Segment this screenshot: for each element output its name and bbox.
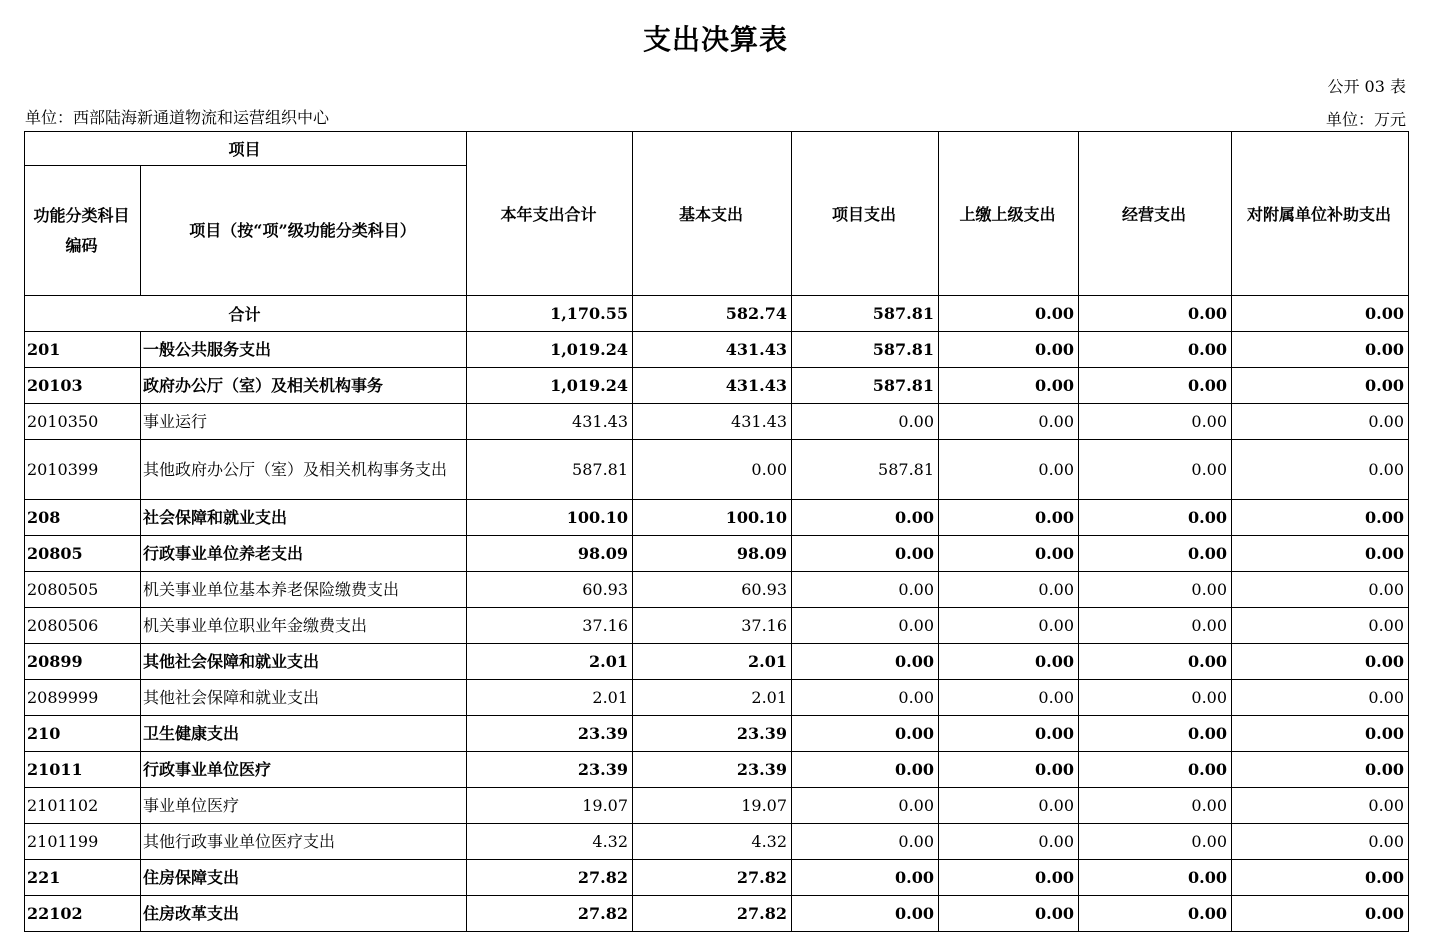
row-name: 事业单位医疗	[141, 788, 467, 824]
row-value: 0.00	[1079, 500, 1232, 536]
row-name: 其他行政事业单位医疗支出	[141, 824, 467, 860]
row-value: 0.00	[1232, 608, 1409, 644]
header-subsidy: 对附属单位补助支出	[1232, 132, 1409, 296]
row-name: 机关事业单位基本养老保险缴费支出	[141, 572, 467, 608]
row-value: 98.09	[633, 536, 792, 572]
row-value: 587.81	[792, 440, 939, 500]
row-value: 0.00	[792, 860, 939, 896]
row-value: 100.10	[633, 500, 792, 536]
row-value: 0.00	[792, 404, 939, 440]
row-name: 住房改革支出	[141, 896, 467, 932]
total-value: 0.00	[1232, 296, 1409, 332]
row-code: 2010350	[25, 404, 141, 440]
row-value: 0.00	[939, 896, 1079, 932]
row-value: 0.00	[1079, 536, 1232, 572]
row-value: 0.00	[939, 680, 1079, 716]
row-code: 20805	[25, 536, 141, 572]
row-value: 0.00	[1079, 644, 1232, 680]
row-value: 37.16	[633, 608, 792, 644]
row-code: 20899	[25, 644, 141, 680]
row-value: 0.00	[1232, 788, 1409, 824]
total-value: 0.00	[1079, 296, 1232, 332]
row-name: 行政事业单位医疗	[141, 752, 467, 788]
row-value: 431.43	[633, 368, 792, 404]
row-value: 19.07	[467, 788, 633, 824]
row-value: 0.00	[939, 332, 1079, 368]
row-value: 60.93	[633, 572, 792, 608]
row-value: 0.00	[1079, 788, 1232, 824]
row-value: 0.00	[1232, 368, 1409, 404]
row-value: 587.81	[467, 440, 633, 500]
row-code: 201	[25, 332, 141, 368]
table-row	[25, 500, 1409, 536]
table-row	[25, 440, 1409, 500]
row-value: 0.00	[939, 716, 1079, 752]
table-row	[25, 896, 1409, 932]
reporting-unit-label: 单位：西部陆海新通道物流和运营组织中心	[25, 108, 330, 127]
row-value: 0.00	[939, 608, 1079, 644]
row-value: 27.82	[633, 896, 792, 932]
row-value: 60.93	[467, 572, 633, 608]
total-row	[25, 296, 1409, 332]
row-value: 98.09	[467, 536, 633, 572]
row-value: 2.01	[633, 680, 792, 716]
row-value: 0.00	[939, 404, 1079, 440]
table-row	[25, 824, 1409, 860]
row-value: 0.00	[939, 644, 1079, 680]
row-value: 431.43	[633, 404, 792, 440]
row-value: 0.00	[1232, 572, 1409, 608]
row-value: 431.43	[467, 404, 633, 440]
row-code: 22102	[25, 896, 141, 932]
row-value: 0.00	[1079, 716, 1232, 752]
row-value: 100.10	[467, 500, 633, 536]
row-code: 2010399	[25, 440, 141, 500]
row-value: 2.01	[633, 644, 792, 680]
row-value: 0.00	[939, 440, 1079, 500]
table-row	[25, 536, 1409, 572]
row-value: 0.00	[1232, 500, 1409, 536]
table-row	[25, 716, 1409, 752]
row-code: 221	[25, 860, 141, 896]
row-value: 0.00	[1232, 860, 1409, 896]
row-value: 0.00	[792, 788, 939, 824]
row-value: 0.00	[792, 752, 939, 788]
table-row	[25, 788, 1409, 824]
row-value: 27.82	[467, 896, 633, 932]
row-value: 0.00	[939, 368, 1079, 404]
table-body	[25, 296, 1409, 932]
header-project: 项目	[25, 132, 467, 166]
row-name: 卫生健康支出	[141, 716, 467, 752]
row-value: 587.81	[792, 368, 939, 404]
row-value: 431.43	[633, 332, 792, 368]
row-value: 0.00	[1079, 896, 1232, 932]
table-row	[25, 404, 1409, 440]
table-row	[25, 368, 1409, 404]
row-value: 0.00	[1079, 332, 1232, 368]
row-value: 0.00	[1232, 404, 1409, 440]
row-value: 0.00	[1079, 752, 1232, 788]
row-value: 0.00	[1079, 440, 1232, 500]
row-value: 0.00	[792, 572, 939, 608]
row-value: 0.00	[792, 536, 939, 572]
row-value: 4.32	[467, 824, 633, 860]
row-code: 2080506	[25, 608, 141, 644]
row-name: 一般公共服务支出	[141, 332, 467, 368]
row-code: 208	[25, 500, 141, 536]
header-name: 项目（按“项”级功能分类科目）	[141, 166, 467, 296]
row-value: 0.00	[939, 536, 1079, 572]
table-row	[25, 860, 1409, 896]
total-value: 0.00	[939, 296, 1079, 332]
header-upper: 上缴上级支出	[939, 132, 1079, 296]
row-value: 1,019.24	[467, 368, 633, 404]
row-value: 0.00	[1232, 896, 1409, 932]
row-value: 0.00	[792, 716, 939, 752]
row-value: 0.00	[1232, 716, 1409, 752]
row-value: 587.81	[792, 332, 939, 368]
row-value: 0.00	[939, 860, 1079, 896]
total-label: 合计	[25, 296, 467, 332]
header-basic: 基本支出	[633, 132, 792, 296]
row-value: 0.00	[792, 608, 939, 644]
row-value: 0.00	[939, 500, 1079, 536]
row-value: 0.00	[1232, 332, 1409, 368]
row-value: 0.00	[939, 572, 1079, 608]
row-value: 0.00	[1079, 860, 1232, 896]
row-name: 其他社会保障和就业支出	[141, 644, 467, 680]
row-value: 0.00	[1232, 536, 1409, 572]
header-item: 项目支出	[792, 132, 939, 296]
row-value: 2.01	[467, 644, 633, 680]
row-value: 27.82	[467, 860, 633, 896]
row-value: 0.00	[792, 680, 939, 716]
row-name: 机关事业单位职业年金缴费支出	[141, 608, 467, 644]
row-value: 0.00	[939, 824, 1079, 860]
row-value: 0.00	[1232, 752, 1409, 788]
header-business: 经营支出	[1079, 132, 1232, 296]
expenditure-table	[24, 131, 1409, 932]
row-name: 其他社会保障和就业支出	[141, 680, 467, 716]
table-row	[25, 680, 1409, 716]
row-code: 2089999	[25, 680, 141, 716]
row-value: 0.00	[1232, 680, 1409, 716]
row-code: 2101102	[25, 788, 141, 824]
total-value: 587.81	[792, 296, 939, 332]
row-value: 23.39	[467, 752, 633, 788]
row-value: 23.39	[467, 716, 633, 752]
row-code: 21011	[25, 752, 141, 788]
row-code: 20103	[25, 368, 141, 404]
table-row	[25, 608, 1409, 644]
page-title: 支出决算表	[642, 23, 788, 56]
header-code: 功能分类科目编码	[25, 166, 141, 296]
row-value: 27.82	[633, 860, 792, 896]
row-value: 0.00	[792, 896, 939, 932]
table-row	[25, 644, 1409, 680]
row-value: 0.00	[1079, 608, 1232, 644]
total-value: 1,170.55	[467, 296, 633, 332]
table-row	[25, 572, 1409, 608]
row-value: 0.00	[1079, 404, 1232, 440]
row-name: 事业运行	[141, 404, 467, 440]
row-value: 0.00	[1079, 824, 1232, 860]
row-code: 2101199	[25, 824, 141, 860]
row-value: 23.39	[633, 716, 792, 752]
row-code: 210	[25, 716, 141, 752]
row-value: 0.00	[1232, 440, 1409, 500]
row-name: 其他政府办公厅（室）及相关机构事务支出	[141, 440, 467, 500]
row-value: 23.39	[633, 752, 792, 788]
row-value: 0.00	[792, 644, 939, 680]
row-value: 0.00	[1232, 644, 1409, 680]
row-value: 0.00	[939, 788, 1079, 824]
row-name: 政府办公厅（室）及相关机构事务	[141, 368, 467, 404]
row-name: 行政事业单位养老支出	[141, 536, 467, 572]
total-value: 582.74	[633, 296, 792, 332]
table-row	[25, 752, 1409, 788]
row-value: 2.01	[467, 680, 633, 716]
row-value: 0.00	[792, 500, 939, 536]
form-code-label: 公开 03 表	[1327, 77, 1406, 96]
row-name: 社会保障和就业支出	[141, 500, 467, 536]
currency-unit-label: 单位：万元	[1325, 110, 1406, 129]
row-value: 0.00	[1079, 368, 1232, 404]
row-value: 19.07	[633, 788, 792, 824]
row-value: 0.00	[792, 824, 939, 860]
row-value: 4.32	[633, 824, 792, 860]
table-row	[25, 332, 1409, 368]
row-code: 2080505	[25, 572, 141, 608]
header-total: 本年支出合计	[467, 132, 633, 296]
row-value: 0.00	[633, 440, 792, 500]
row-value: 0.00	[939, 752, 1079, 788]
row-value: 37.16	[467, 608, 633, 644]
row-value: 0.00	[1079, 680, 1232, 716]
row-name: 住房保障支出	[141, 860, 467, 896]
row-value: 0.00	[1232, 824, 1409, 860]
row-value: 1,019.24	[467, 332, 633, 368]
row-value: 0.00	[1079, 572, 1232, 608]
